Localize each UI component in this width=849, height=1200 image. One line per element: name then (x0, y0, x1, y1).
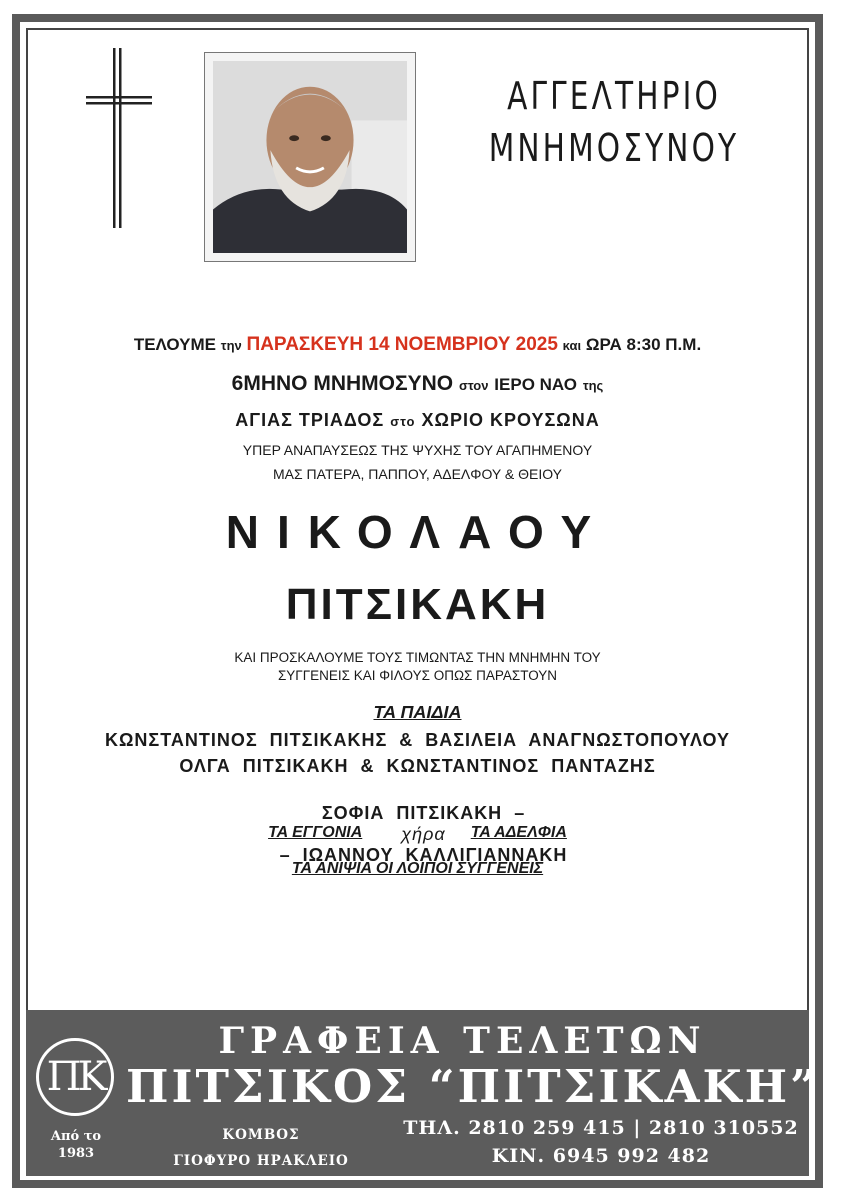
text-fragment: την (220, 338, 242, 353)
service-date-line (26, 334, 809, 356)
deceased-last-name: ΠΙΤΣΙΚΑΚΗ (285, 580, 550, 629)
invitation-line-2: ΣΥΓΓΕΝΕΙΣ ΚΑΙ ΦΙΛΟΥΣ ΟΠΩΣ ΠΑΡΑΣΤΟΥΝ (277, 668, 558, 683)
text-fragment: χήρα (401, 824, 446, 844)
cross-icon (86, 48, 152, 228)
funeral-home-banner (26, 1010, 820, 1176)
title-line-1: ΑΓΓΕΛΤΗΡΙΟ (507, 74, 721, 118)
title-line-2: ΜΝΗΜΟΣΥΝΟΥ (488, 126, 740, 170)
service-date: ΠΑΡΑΣΚΕΥΗ 14 ΝΟΕΜΒΡΙΟΥ 2025 (246, 334, 558, 355)
village-name: ΧΩΡΙΟ ΚΡΟΥΣΩΝΑ (421, 410, 600, 430)
address-line: ΓΙΟΦΥΡΟ ΗΡΑΚΛΕΙΟ (173, 1153, 349, 1169)
since-label: Από το (50, 1129, 102, 1144)
children-label: ΤΑ ΠΑΙΔΙΑ (373, 702, 462, 722)
funeral-home-heading: ΓΡΑΦΕΙΑ ΤΕΛΕΤΩΝ (218, 1020, 707, 1062)
relation-line: ΜΑΣ ΠΑΤΕΡΑ, ΠΑΠΠΟΥ, ΑΔΕΛΦΟΥ & ΘΕΙΟΥ (272, 466, 562, 482)
location-line (26, 410, 809, 431)
invitation-line-1: ΚΑΙ ΠΡΟΣΚΑΛΟΥΜΕ ΤΟΥΣ ΤΙΜΩΝΤΑΣ ΤΗΝ ΜΝΗΜΗΝ ΤΟΥ (234, 650, 601, 665)
child-entry: ΟΛΓΑ ΠΙΤΣΙΚΑΚΗ & ΚΩΝΣΤΑΝΤΙΝΟΣ ΠΑΝΤΑΖΗΣ (179, 756, 656, 776)
funeral-home-name: ΠΙΤΣΙΚΟΣ “ΠΙΤΣΙΚΑΚΗ” (126, 1060, 820, 1113)
address-line: ΚΟΜΒΟΣ (222, 1127, 300, 1143)
memorial-type: 6ΜΗΝΟ ΜΝΗΜΟΣΥΝΟ (231, 372, 454, 395)
church-name: ΑΓΙΑΣ ΤΡΙΑΔΟΣ (235, 410, 385, 430)
since-year: 1983 (57, 1146, 95, 1161)
funeral-home-address (146, 1122, 376, 1174)
funeral-home-contacts (396, 1114, 806, 1170)
siblings-label: ΤΑ ΑΔΕΛΦΙΑ (470, 824, 567, 841)
memorial-type-line (26, 372, 809, 396)
children-heading (26, 702, 809, 723)
text-fragment: ΙΕΡΟ ΝΑΟ (494, 375, 577, 394)
text-fragment: στον (458, 378, 489, 393)
repose-line: ΥΠΕΡ ΑΝΑΠΑΥΣΕΩΣ ΤΗΣ ΨΥΧΗΣ ΤΟΥ ΑΓΑΠΗΜΕΝΟΥ (242, 442, 593, 458)
service-time: ΩΡΑ 8:30 Π.Μ. (585, 335, 702, 354)
funeral-home-logo (36, 1038, 114, 1116)
phone-numbers: ΤΗΛ. 2810 259 415 | 2810 310552 (403, 1117, 799, 1139)
relatives-row (26, 824, 809, 842)
text-fragment: και (562, 338, 582, 353)
mobile-number: ΚΙΝ. 6945 992 482 (491, 1145, 711, 1167)
text-fragment: ΣΟΦΙΑ ΠΙΤΣΙΚΑΚΗ – (321, 803, 526, 823)
text-fragment: ΤΕΛΟΥΜΕ (133, 335, 217, 354)
other-relatives-label: ΤΑ ΑΝΙΨΙΑ ΟΙ ΛΟΙΠΟΙ ΣΥΓΓΕΝΕΙΣ (291, 860, 544, 877)
logo-text: ΠΚ (46, 1054, 104, 1100)
text-fragment: στο (390, 414, 416, 429)
deceased-portrait (204, 52, 416, 262)
grandchildren-label: ΤΑ ΕΓΓΟΝΙΑ (268, 824, 363, 841)
page-title (485, 70, 744, 174)
since-badge (38, 1128, 114, 1162)
text-fragment: της (582, 378, 604, 393)
child-entry: ΚΩΝΣΤΑΝΤΙΝΟΣ ΠΙΤΣΙΚΑΚΗΣ & ΒΑΣΙΛΕΙΑ ΑΝΑΓΝΩΣΤΟΠΟΥΛΟΥ (104, 730, 731, 750)
deceased-first-name: ΝΙΚΟΛΑΟΥ (225, 506, 610, 558)
text-fragment: – ΙΩΑΝΝΟΥ ΚΑΛΛΙΓΙΑΝΝΑΚΗ (279, 845, 568, 865)
other-relatives-line (26, 860, 809, 878)
